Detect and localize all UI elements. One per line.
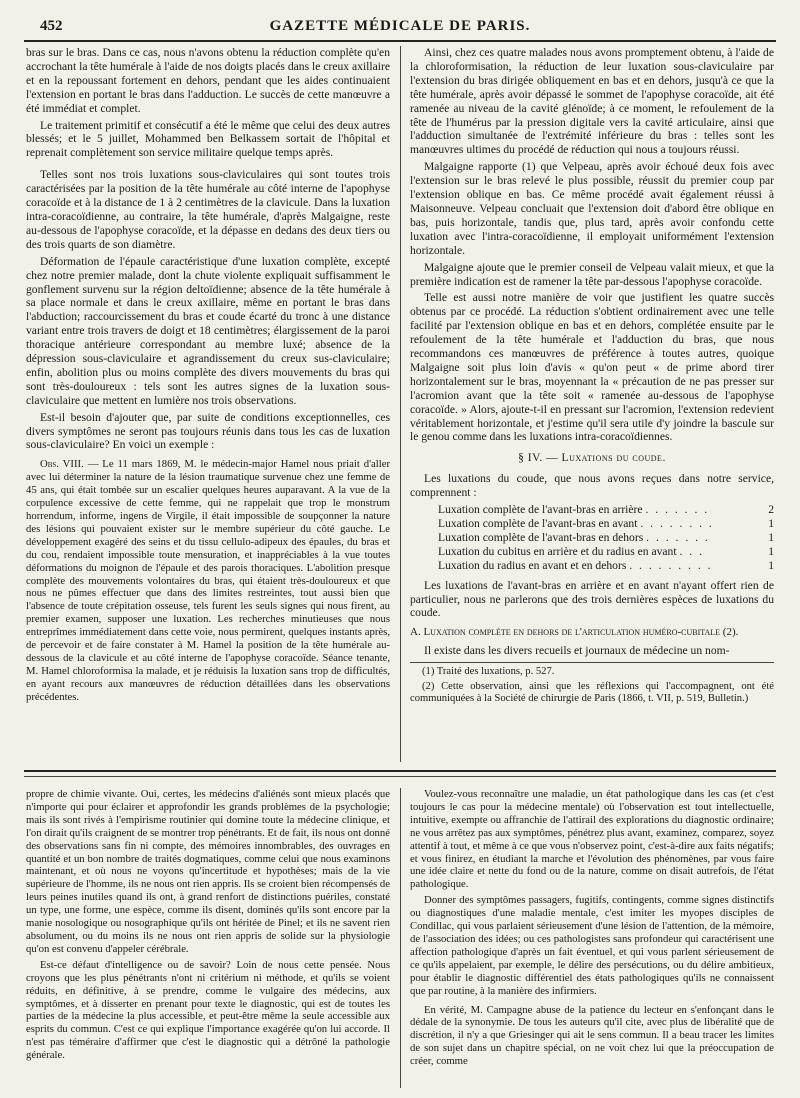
row-label: Luxation complète de l'avant-bras en arrière . . . . . . .: [438, 503, 710, 517]
paragraph: Telles sont nos trois luxations sous-claviculaires qui sont toutes trois caractérisées par la position de la tête humérale au côté interne de l'apophyse coracoïde et à la distance de 1 à 2 centimètres de la clavicule. Dans la luxation intra-coracoïdienne, au contraire, la tête humérale, d'après Malgaigne, reste au-dessous de l'apophyse coracoïde, et la dépasse en dedans des deux tiers ou des trois quarts de son diamètre.: [26, 168, 390, 251]
paragraph: Voulez-vous reconnaître une maladie, un état pathologique dans les cas (et c'est toujours le cas pour la médecine mentale) où l'observation est tout intellectuelle, intuitive, exempte ou affranchie de l'attirail des explorations du diagnostic ordinaire; ne vous arrêtez pas aux symptômes, pénétrez plus avant, examinez, comparez, soyez attentif à tout, et même à ce que vous n'observez point, c'est-à-dire aux faits négatifs; et vous finirez, en étudiant la marche et l'évolution des phénomènes, par vous faire une idée claire et nette du fond ou de la nature, comme on disait autrefois, de l'état pathologique.: [410, 788, 774, 891]
bottom-left-column: [26, 788, 390, 1088]
paragraph: Les luxations du coude, que nous avons reçues dans notre service, comprennent :: [410, 472, 774, 500]
table-row: [438, 531, 774, 545]
row-label: Luxation complète de l'avant-bras en dehors . . . . . . .: [438, 530, 710, 544]
paragraph: Ainsi, chez ces quatre malades nous avons promptement obtenu, à l'aide de la chloroformisation, la réduction de leur luxation sous-claviculaire par l'extension du bras dirigée obliquement en bas et en dehors, jusqu'à ce que la tête humérale, après avoir dépassé le sommet de l'apophyse coracoïde, ait été ramenée au niveau de la cavité glénoïde; à ce moment, le refoulement de la tête de l'humérus par la pression digitale vers la cavité articulaire, ainsi que l'adduction simultanée de l'extrémité inférieure du bras : telles sont les manœuvres ultimes du procédé de réduction qui nous a toujours réussi.: [410, 46, 774, 157]
row-count: 2: [768, 503, 774, 517]
paragraph: Déformation de l'épaule caractéristique d'une luxation complète, excepté chez notre premier malade, dont la chute violente expliquait suffisamment le gonflement survenu sur la région deltoïdienne; absence de la tête humérale à sa place normale et dans le creux axillaire, même en portant le bras dans l'abduction; raccourcissement du bras et coude écarté du tronc à une distance variant entre trois travers de doigt et 18 centimètres; élargissement de la paroi thoracique antérieure correspondant au membre luxé; absence de la dépression sous-claviculaire et agrandissement du creux sus-claviculaire; enfin, abolition plus ou moins complète des divers mouvements du bras qui sont très-douloureux : tels sont les autres signes de la luxation sous-claviculaire que mettent en lumière nos trois observations.: [26, 254, 390, 407]
footnotes: [410, 662, 774, 706]
paragraph: Donner des symptômes passagers, fugitifs, contingents, comme signes distinctifs ou diagnostiques d'une maladie mentale, c'est imiter les myopes disciples de Condillac, qui vous parlaient sérieusement d'une lésion de l'attention, de la mémoire, de l'association des idées; ou ces pathologistes sans profondeur qui caractérisent une affection pathologique d'après un fait éventuel, et qui vous parlent sérieusement de ce qu'ils appelaient, par exemple, le délire des persécutions, ou du délire ambitieux, pour établir le diagnostic différentiel des états pathologiques qu'ils ne connaissent que par routine, à la manière des infirmiers.: [410, 894, 774, 997]
journal-title: GAZETTE MÉDICALE DE PARIS.: [269, 18, 531, 34]
top-right-column: [410, 46, 774, 762]
row-count: 1: [768, 530, 774, 544]
row-count: 1: [768, 558, 774, 572]
observation-text: — Le 11 mars 1869, M. le médecin-major Hamel nous priait d'aller avec lui déterminer la nature de la lésion traumatique survenue chez une femme de 45 ans, qui était tombée sur un escalier quelques heures auparavant. A la vue de la corpulence excessive de cette femme, qui ne rappelait que trop le monstrum horrendum, informe, ingens de Virgile, il était impossible de soupçonner la nature des lésions qui pouvaient exister sur le membre supérieur du côté gauche. Le développement exagéré des seins et du tissu cellulo-adipeux des épaules, du bras et du cou, rendaient impossible toute mensuration, et inappréciables à la vue toutes déformations du moignon de l'épaule et des parois thoraciques. L'abolition presque complète des mouvements volontaires du bras, qui étaient très-douloureux et que nous ne pûmes effectuer que dans des limites restreintes, tout aussi bien que l'absence de toute crépitation osseuse, tels furent les seuls signes qui nous firent, au premier examen, supposer une luxation. Les recherches minutieuses que nous entreprîmes immédiatement dans cette voie, nous permirent, quelques instants après, de percevoir et de faire constater à M. Hamel la position de la tête humérale au-dessous de la clavicule et au côté interne de l'apophyse coracoïde. Séance tenante, M. Hamel chloroformisa la malade, et je réduisis la luxation sans trop de difficultés, en ayant recours aux manœuvres de réduction détaillées dans les observations précédentes.: [26, 458, 390, 703]
paragraph: Les luxations de l'avant-bras en arrière et en avant n'ayant offert rien de particulier, nous ne parlerons que des trois dernières espèces de luxations du coude.: [410, 578, 774, 620]
luxation-table: [438, 503, 774, 573]
section-title: § IV. — Luxations du coude.: [518, 452, 666, 465]
observation-viii: [26, 458, 390, 703]
section-rule: [24, 770, 776, 772]
header-rule: [24, 40, 776, 42]
paragraph: Malgaigne ajoute que le premier conseil de Velpeau valait mieux, et que la première indication est de ramener la tête par-dessous l'apophyse coracoïde.: [410, 260, 774, 288]
table-row: [438, 517, 774, 531]
subsection-title: A. Luxation complète en dehors de l'articulation huméro-cubitale (2).: [410, 626, 739, 639]
row-label: Luxation du radius en avant et en dehors . . . . . . . . .: [438, 558, 713, 572]
paragraph: propre de chimie vivante. Oui, certes, les médecins d'aliénés sont mieux placés que n'importe qui pour éclairer et approfondir les grands problèmes de la psychologie; mais ils sont rivés à l'empirisme routinier qui domine toute la médecine clinique, et l'on dirait qu'ils craignent de se montrer trop pénétrants. Et de fait, ils nous ont donné des observations sans fin ni compte, des mémoires innombrables, des ouvrages en quantité et un bon nombre de traités dogmatiques, comme celui que nous examinons maintenant, et où nous ne voyons qu'incertitude et hypothèses; mais de la vie supérieure de l'homme, ils ne nous ont rien appris. Ils se croient bien récompensés de leurs peines inutiles quand ils ont, à grand renfort de distinctions puériles, constaté un type, une forme, une espèce, comme ils disent, dominés qu'ils sont encore par la manie nosologique ou nosographique qu'ils ont héritée de Pinel; et ils ne savent rien absolument, ou du moins ils ne nous ont rien appris de solide sur la physiologie qu'on est convenu d'appeler cérébrale.: [26, 788, 390, 955]
row-count: 1: [768, 517, 774, 530]
row-label: Luxation complète de l'avant-bras en avant . . . . . . . .: [438, 517, 714, 530]
observation-label: Obs. VIII.: [40, 458, 84, 471]
paragraph: En vérité, M. Campagne abuse de la patience du lecteur en s'enfonçant dans le dédale de la synonymie. De tous les auteurs qu'il cite, avec plus de libéralité que de discrétion, il n'y a que Griesinger qui ait le sens commun. Il a beau tracer les limites de son sujet dans un chapitre spécial, on ne voit chez lui que la préoccupation de créer, comme: [410, 1003, 774, 1068]
footnote: (1) Traité des luxations, p. 527.: [422, 666, 555, 678]
section-rule-thin: [24, 776, 776, 777]
paragraph: Telle est aussi notre manière de voir que justifient les quatre succès obtenus par ce procédé. La réduction s'obtient ordinairement avec une telle facilité par l'extension oblique en bas et en dehors, complétée ensuite par le refoulement de la tête humérale et l'adduction du bras, que nous recommandons ces manœuvres de préférence à toutes autres, quoique Malgaigne soit plus loin d'avis « qu'on peut « de prime abord tirer horizontalement sur le bras, moyennant la « précaution de ne pas presser sur l'acromion avant que la tête soit « ramenée au-dessous de l'apophyse coracoïde. » Alors, ajoute-t-il en pressant sur l'acromion, l'extension redevient véritablement horizontale, et j'estime qu'il sera utile d'y joindre la bascule sur le genou comme dans les luxations intra-coracoïdiennes.: [410, 291, 774, 444]
page-header: [14, 14, 786, 38]
paragraph: bras sur le bras. Dans ce cas, nous n'avons obtenu la réduction complète qu'en accrochant la tête humérale à l'aide de nos doigts placés dans le creux axillaire et en la repoussant fortement en dehors, pendant que les aides continuaient l'extension en portant le bras dans l'adduction. Le succès de cette manœuvre a été immédiat et complet.: [26, 46, 390, 115]
paragraph: Est-ce défaut d'intelligence ou de savoir? Loin de nous cette pensée. Nous croyons que les plus pénétrants n'ont ni critérium ni méthode, et qu'ils se voient réduits, en définitive, à se prendre, comme le vulgaire des médecins, aux symptômes, et à disserter en prenant pour texte le diagnostic, qui est de toutes les parties de la médecine la plus accessible, et peut-être même la seule accessible aux esprits du commun. C'est ce qui explique l'importance exagérée qu'on lui accorde. Il n'est pas téméraire d'affirmer que c'est le diagnostic qui a détrôné la pathologie générale.: [26, 958, 390, 1062]
table-row: [438, 545, 774, 559]
paragraph: Le traitement primitif et consécutif a été le même que celui des deux autres blessés; et le 5 juillet, Mohammed ben Belkassem sortait de l'hôpital et reprenait complètement son service militaire quelque temps après.: [26, 118, 390, 160]
table-row: [438, 559, 774, 573]
column-divider: [400, 788, 401, 1088]
top-left-column: [26, 46, 390, 762]
column-divider: [400, 46, 401, 762]
paragraph: Malgaigne rapporte (1) que Velpeau, après avoir échoué deux fois avec l'extension sur le bras relevé le plus possible, réussit du premier coup par l'extension oblique en bas. Ce même procédé avait également réussi à Maisonneuve. Velpeau concluait que l'extension doit d'abord être oblique en bas, puis horizontale, tandis que, plus tard, après avoir confondu cette luxation avec l'intra-coracoïdienne, il employait uniformément l'extension horizontale.: [410, 160, 774, 257]
row-label: Luxation du cubitus en arrière et du radius en avant . . .: [438, 544, 704, 558]
paragraph: Il existe dans les divers recueils et journaux de médecine un nom-: [424, 644, 730, 658]
page-number: 452: [40, 18, 63, 34]
row-count: 1: [768, 544, 774, 558]
footnote: (2) Cette observation, ainsi que les réflexions qui l'accompagnent, ont été communiquées à la Société de chirurgie de Paris (1866, t. VII, p. 519, Bulletin.): [410, 680, 774, 705]
table-row: [438, 503, 774, 517]
paragraph: Est-il besoin d'ajouter que, par suite de conditions exceptionnelles, ces divers symptômes ne seront pas toujours réunis dans tous les cas de luxation sous-claviculaire? En voici un exemple :: [26, 410, 390, 452]
bottom-right-column: [410, 788, 774, 1088]
